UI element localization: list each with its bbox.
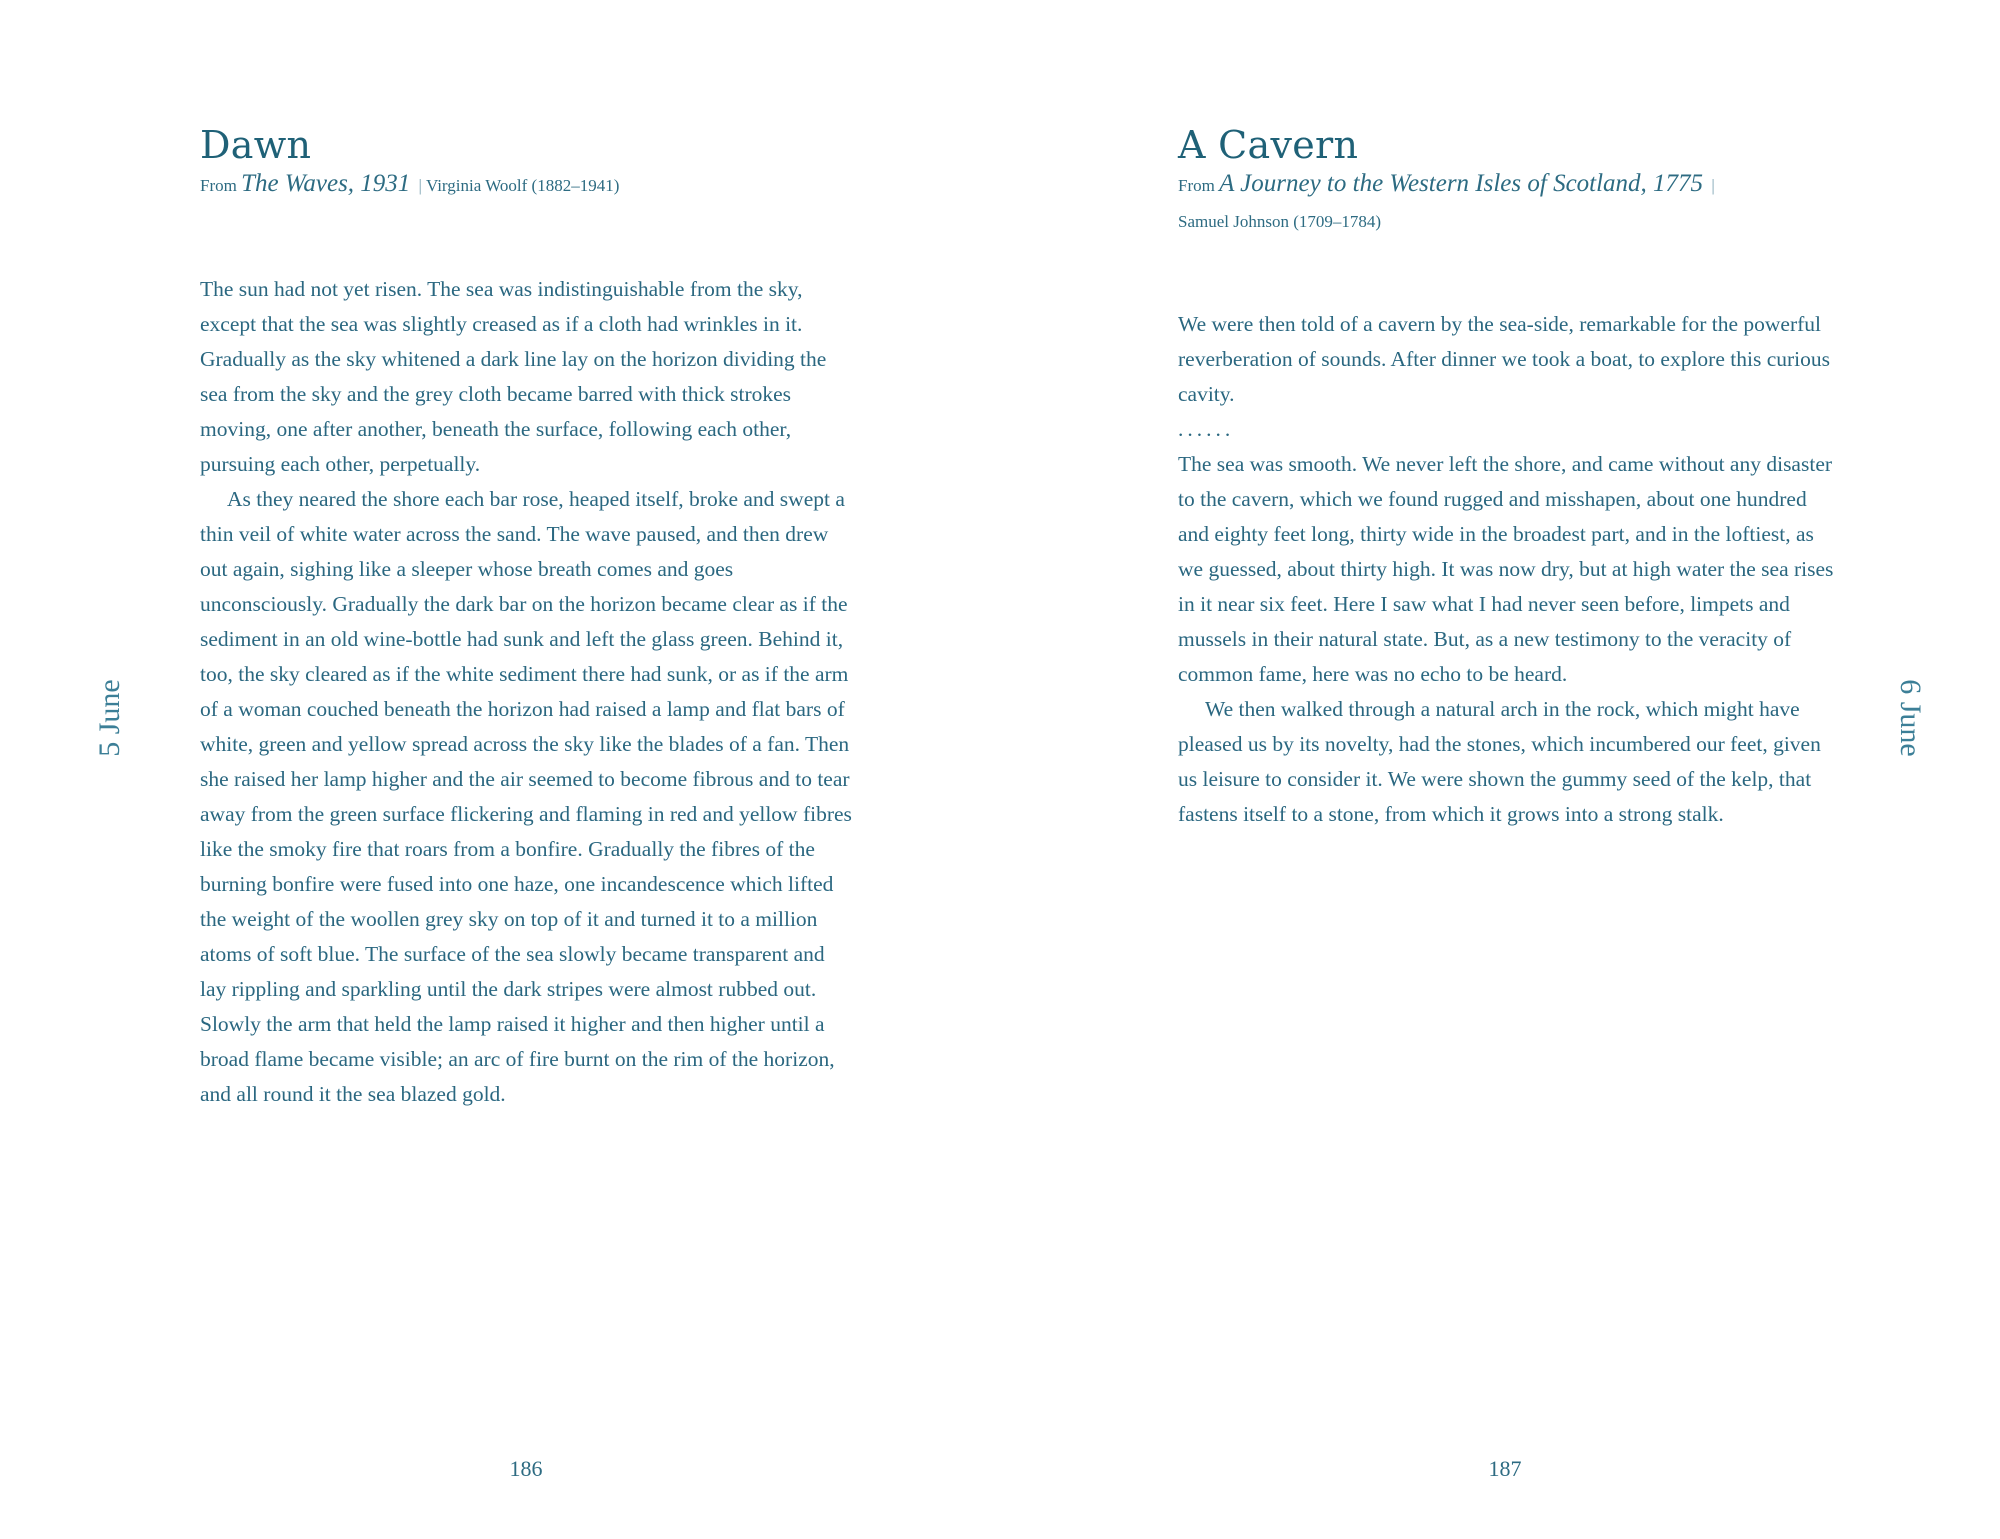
paragraph: We then walked through a natural arch in the rock, which might have pleased us by its novelty, had the stones, which incumbered our feet, given us leisure to consider it. We were shown the gummy seed of the kelp, that fastens itself to a stone, from which it grows into a strong stalk. [1178,697,1821,826]
source-work-title: The Waves, 1931 [241,170,411,197]
source-from: From [1178,176,1215,195]
side-date: 5 June [93,679,126,757]
page-title: Dawn [200,123,312,167]
excerpt-body [200,272,852,1112]
paragraph: As they neared the shore each bar rose, heaped itself, broke and swept a thin veil of white water across the sand. The wave paused, and then drew out again, sighing like a sleeper whose breath comes and goes unconsciously. Gradually the dark bar on the horizon became clear as if the sediment in an old wine-bottle had sunk and left the glass green. Behind it, too, the sky cleared as if the white sediment there had sunk, or as if the arm of a woman couched beneath the horizon had raised a lamp and flat bars of white, green and yellow spread across the sky like the blades of a fan. Then she raised her lamp higher and the air seemed to become fibrous and to tear away from the green surface flickering and flaming in red and yellow fibres like the smoky fire that roars from a bonfire. Gradually the fibres of the burning bonfire were fused into one haze, one incandescence which lifted the weight of the woollen grey sky on top of it and turned it to a million atoms of soft blue. The surface of the sea slowly became transparent and lay rippling and sparkling until the dark stripes were almost rubbed out. Slowly the arm that held the lamp raised it higher and then higher until a broad flame became visible; an arc of fire burnt on the rim of the horizon, and all round it the sea blazed gold. [200,487,852,1106]
source-separator: | [418,176,422,195]
source-author: Virginia Woolf (1882–1941) [425,176,620,195]
source-author: Samuel Johnson (1709–1784) [1178,212,1382,231]
source-line [200,166,900,204]
page-number: 186 [509,1456,543,1481]
source-separator: | [1711,176,1715,195]
paragraph: The sea was smooth. We never left the shore, and came without any disaster to the cavern, which we found rugged and misshapen, about one hundred and eighty feet long, thirty wide in the broadest part, and in the loftiest, as we guessed, about thirty high. It was now dry, but at high water the sea rises in it near six feet. Here I saw what I had never seen before, limpets and mussels in their natural state. But, as a new testimony to the veracity of common fame, here was no echo to be heard. [1178,452,1834,686]
right-page [1000,0,2000,1539]
excerpt-body [1178,307,1834,832]
ellipsis: ...... [1178,417,1235,441]
page-title: A Cavern [1178,123,1359,167]
source-work-title: A Journey to the Western Isles of Scotland, 1775 [1219,170,1704,197]
paragraph: The sun had not yet risen. The sea was indistinguishable from the sky, except that the sea was slightly creased as if a cloth had wrinkles in it. Gradually as the sky whitened a dark line lay on the horizon dividing the sea from the sky and the grey cloth became barred with thick strokes moving, one after another, beneath the surface, following each other, pursuing each other, perpetually. [200,277,827,476]
paragraph: We were then told of a cavern by the sea-side, remarkable for the powerful reverberation of sounds. After dinner we took a boat, to explore this curious cavity. [1178,312,1830,406]
side-date: 6 June [1894,679,1927,757]
source-from: From [200,176,237,195]
source-line [1178,166,1798,240]
page-number: 187 [1488,1456,1522,1481]
